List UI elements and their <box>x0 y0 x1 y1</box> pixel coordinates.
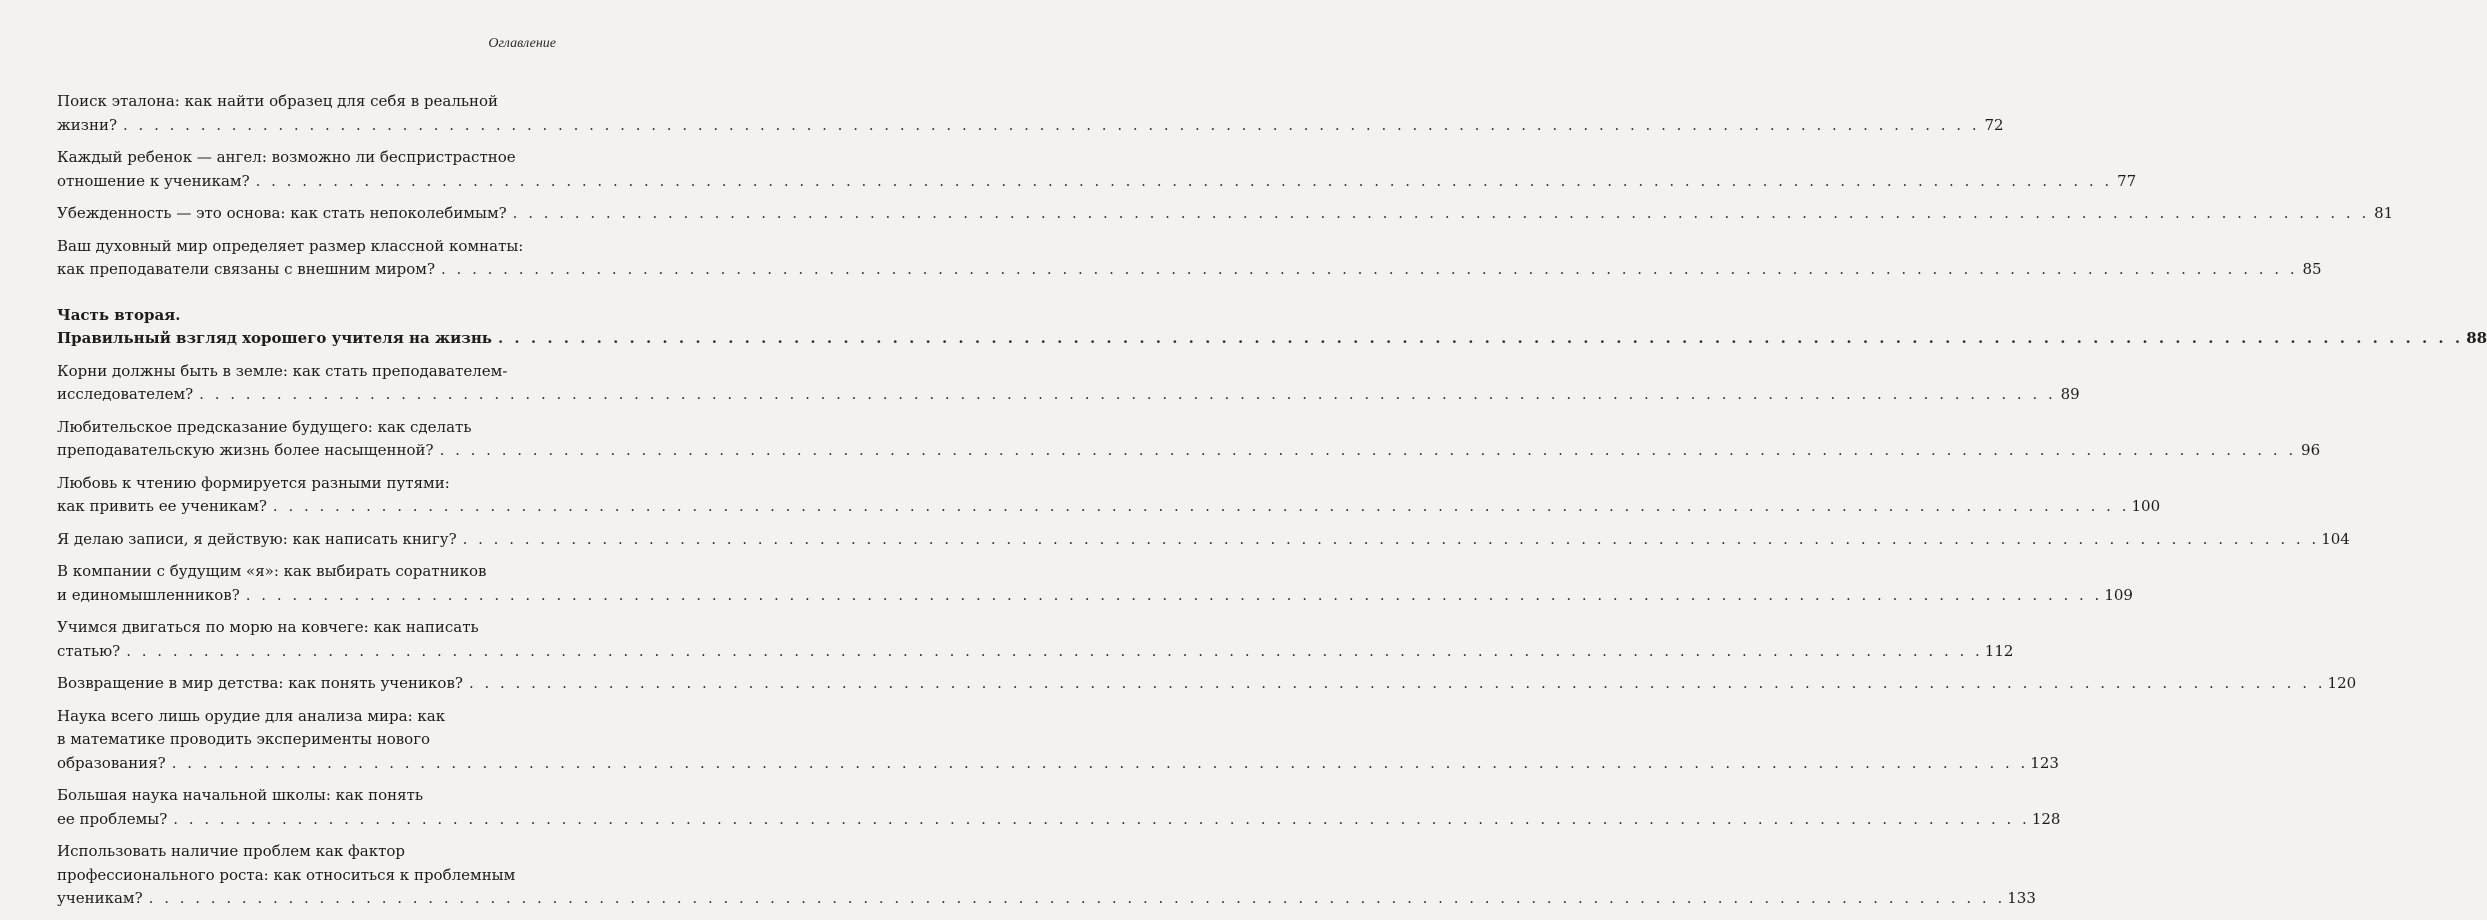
table-of-contents <box>57 90 2487 920</box>
toc-entry-line: Каждый ребенок — ангел: возможно ли беспристрастное <box>57 148 516 166</box>
toc-entry-text: ученикам? <box>57 889 143 907</box>
dot-leader: . . . . . . . . . . . . . . . . . . . . . . . . . . . . . . . . . . . . . . . . . . . . . . . . . . . . . . . . . . . . . . . . . . . . . . . . . . . . . . . . . . . . . . . . . . . . . . . . . . . . . . . . . . . . . . . . . . . . . . . . <box>272 497 2130 515</box>
page-number: 88 <box>2466 329 2487 347</box>
toc-entry-last-line <box>57 258 2322 282</box>
toc-entry <box>57 360 2080 407</box>
dot-leader: . . . . . . . . . . . . . . . . . . . . . . . . . . . . . . . . . . . . . . . . . . . . . . . . . . . . . . . . . . . . . . . . . . . . . . . . . . . . . . . . . . . . . . . . . . . . . . . . . . . . . . . . . . . . . . . . . . . . . . . . <box>497 329 2464 347</box>
toc-entry-text: ее проблемы? <box>57 809 168 828</box>
dot-leader: . . . . . . . . . . . . . . . . . . . . . . . . . . . . . . . . . . . . . . . . . . . . . . . . . . . . . . . . . . . . . . . . . . . . . . . . . . . . . . . . . . . . . . . . . . . . . . . . . . . . . . . . . . . . . . . . . . . . . . . . <box>462 529 2320 548</box>
toc-entry <box>57 840 2036 911</box>
toc-entry <box>57 235 2322 282</box>
toc-entry-text: исследователем? <box>57 385 194 403</box>
toc-entry-line: Использовать наличие проблем как фактор <box>57 842 406 860</box>
toc-entry-last-line <box>57 439 2321 463</box>
toc-entry-last-line <box>57 584 2133 608</box>
page-number: 112 <box>1984 641 2014 660</box>
toc-entry <box>57 784 2061 831</box>
dot-leader: . . . . . . . . . . . . . . . . . . . . . . . . . . . . . . . . . . . . . . . . . . . . . . . . . . . . . . . . . . . . . . . . . . . . . . . . . . . . . . . . . . . . . . . . . . . . . . . . . . . . . . . . . . . . . . . . . . . . . . . . <box>512 204 2370 222</box>
page-number: 128 <box>2031 809 2061 828</box>
dot-leader: . . . . . . . . . . . . . . . . . . . . . . . . . . . . . . . . . . . . . . . . . . . . . . . . . . . . . . . . . . . . . . . . . . . . . . . . . . . . . . . . . . . . . . . . . . . . . . . . . . . . . . . . . . . . . . . . . . . . . . . . <box>468 674 2326 692</box>
toc-entry-last-line <box>57 672 2357 696</box>
toc-entry-line: Любительское предсказание будущего: как сделать <box>57 417 472 436</box>
page-number: 109 <box>2104 585 2133 604</box>
toc-entry-text: статью? <box>57 641 121 660</box>
toc-group-part-two <box>57 360 2357 911</box>
toc-entry <box>57 560 2133 607</box>
toc-entry-line: Учимся двигаться по морю на ковчеге: как написать <box>57 618 479 636</box>
toc-entry-last-line <box>57 887 2036 911</box>
toc-entry <box>57 472 2161 519</box>
part-subtitle-entry <box>57 327 2487 351</box>
page-number: 100 <box>2131 497 2161 515</box>
toc-entry-text: жизни? <box>57 115 118 134</box>
toc-entry-line: В компании с будущим «я»: как выбирать соратников <box>57 562 487 580</box>
toc-entry-line: Большая наука начальной школы: как понять <box>57 786 424 804</box>
toc-entry-line: Поиск эталона: как найти образец для себя в реальной <box>57 92 499 110</box>
dot-leader: . . . . . . . . . . . . . . . . . . . . . . . . . . . . . . . . . . . . . . . . . . . . . . . . . . . . . . . . . . . . . . . . . . . . . . . . . . . . . . . . . . . . . . . . . . . . . . . . . . . . . . . . . . . . . . . . . . . . . . . . <box>441 260 2298 278</box>
part-subtitle: Правильный взгляд хорошего учителя на жизнь <box>57 329 492 347</box>
page-number: 133 <box>2007 889 2036 907</box>
toc-entry-text: отношение к ученикам? <box>57 171 250 190</box>
dot-leader: . . . . . . . . . . . . . . . . . . . . . . . . . . . . . . . . . . . . . . . . . . . . . . . . . . . . . . . . . . . . . . . . . . . . . . . . . . . . . . . . . . . . . . . . . . . . . . . . . . . . . . . . . . . . . . . . . . . . . . . . <box>173 809 2030 828</box>
toc-entry-line: Корни должны быть в земле: как стать преподавателем- <box>57 361 508 380</box>
toc-entry-text: Убежденность — это основа: как стать непоколебимым? <box>57 204 507 222</box>
toc-entry-last-line <box>57 202 2394 226</box>
toc-entry-last-line <box>57 170 2137 194</box>
toc-entry-last-line <box>57 640 2014 664</box>
toc-entry-last-line <box>57 383 2080 407</box>
toc-entry <box>57 616 2014 663</box>
toc-entry-line: Ваш духовный мир определяет размер классной комнаты: <box>57 236 524 255</box>
toc-entry <box>57 416 2321 463</box>
toc-entry-last-line <box>57 808 2061 832</box>
toc-entry <box>57 672 2357 696</box>
toc-entry-last-line <box>57 528 2350 552</box>
toc-group-part-one-continued <box>57 90 2394 282</box>
page-number: 85 <box>2302 260 2322 278</box>
page-number: 123 <box>2030 753 2059 772</box>
part-title: Часть вторая. <box>57 305 181 324</box>
toc-entry-line: профессионального роста: как относиться к проблемным <box>57 865 516 884</box>
toc-entry <box>57 202 2394 226</box>
toc-entry <box>57 90 2004 137</box>
page-number: 72 <box>1984 115 2004 134</box>
toc-entry <box>57 528 2350 552</box>
dot-leader: . . . . . . . . . . . . . . . . . . . . . . . . . . . . . . . . . . . . . . . . . . . . . . . . . . . . . . . . . . . . . . . . . . . . . . . . . . . . . . . . . . . . . . . . . . . . . . . . . . . . . . . . . . . . . . . . . . . . . . . . <box>126 641 1983 660</box>
page-number: 89 <box>2060 385 2080 403</box>
toc-entry-last-line <box>57 495 2161 519</box>
toc-entry-text: как привить ее ученикам? <box>57 497 267 515</box>
dot-leader: . . . . . . . . . . . . . . . . . . . . . . . . . . . . . . . . . . . . . . . . . . . . . . . . . . . . . . . . . . . . . . . . . . . . . . . . . . . . . . . . . . . . . . . . . . . . . . . . . . . . . . . . . . . . . . . . . . . . . . . . <box>199 385 2056 403</box>
toc-entry-text: и единомышленников? <box>57 585 240 604</box>
toc-entry-text: Возвращение в мир детства: как понять учеников? <box>57 674 463 692</box>
dot-leader: . . . . . . . . . . . . . . . . . . . . . . . . . . . . . . . . . . . . . . . . . . . . . . . . . . . . . . . . . . . . . . . . . . . . . . . . . . . . . . . . . . . . . . . . . . . . . . . . . . . . . . . . . . . . . . . . . . . . . . . . <box>171 753 2029 772</box>
page-number: 77 <box>2117 171 2137 190</box>
toc-entry-line: в математике проводить эксперименты нового <box>57 730 431 748</box>
part-subtitle-line <box>57 327 2487 351</box>
running-head: Оглавление <box>488 36 556 51</box>
page-number: 81 <box>2374 204 2394 222</box>
dot-leader: . . . . . . . . . . . . . . . . . . . . . . . . . . . . . . . . . . . . . . . . . . . . . . . . . . . . . . . . . . . . . . . . . . . . . . . . . . . . . . . . . . . . . . . . . . . . . . . . . . . . . . . . . . . . . . . . . . . . . . . . <box>148 889 2006 907</box>
page-number: 104 <box>2321 529 2350 548</box>
toc-entry <box>57 705 2059 776</box>
part-heading <box>57 304 2487 351</box>
toc-entry-text: преподавательскую жизнь более насыщенной? <box>57 441 434 459</box>
toc-entry <box>57 146 2137 193</box>
dot-leader: . . . . . . . . . . . . . . . . . . . . . . . . . . . . . . . . . . . . . . . . . . . . . . . . . . . . . . . . . . . . . . . . . . . . . . . . . . . . . . . . . . . . . . . . . . . . . . . . . . . . . . . . . . . . . . . . . . . . . . . . <box>123 115 1980 134</box>
toc-entry-text: образования? <box>57 753 166 772</box>
dot-leader: . . . . . . . . . . . . . . . . . . . . . . . . . . . . . . . . . . . . . . . . . . . . . . . . . . . . . . . . . . . . . . . . . . . . . . . . . . . . . . . . . . . . . . . . . . . . . . . . . . . . . . . . . . . . . . . . . . . . . . . . <box>439 441 2297 459</box>
toc-entry-line: Наука всего лишь орудие для анализа мира: как <box>57 706 446 725</box>
toc-entry-last-line <box>57 114 2004 138</box>
page-number: 96 <box>2301 441 2321 459</box>
page-number: 120 <box>2327 674 2357 692</box>
toc-entry-last-line <box>57 752 2059 776</box>
toc-entry-text: как преподаватели связаны с внешним миром? <box>57 260 436 278</box>
dot-leader: . . . . . . . . . . . . . . . . . . . . . . . . . . . . . . . . . . . . . . . . . . . . . . . . . . . . . . . . . . . . . . . . . . . . . . . . . . . . . . . . . . . . . . . . . . . . . . . . . . . . . . . . . . . . . . . . . . . . . . . . <box>245 585 2103 604</box>
toc-entry-text: Я делаю записи, я действую: как написать книгу? <box>57 529 457 548</box>
toc-entry-line: Любовь к чтению формируется разными путями: <box>57 473 450 492</box>
dot-leader: . . . . . . . . . . . . . . . . . . . . . . . . . . . . . . . . . . . . . . . . . . . . . . . . . . . . . . . . . . . . . . . . . . . . . . . . . . . . . . . . . . . . . . . . . . . . . . . . . . . . . . . . . . . . . . . . . . . . . . . . <box>255 171 2113 190</box>
